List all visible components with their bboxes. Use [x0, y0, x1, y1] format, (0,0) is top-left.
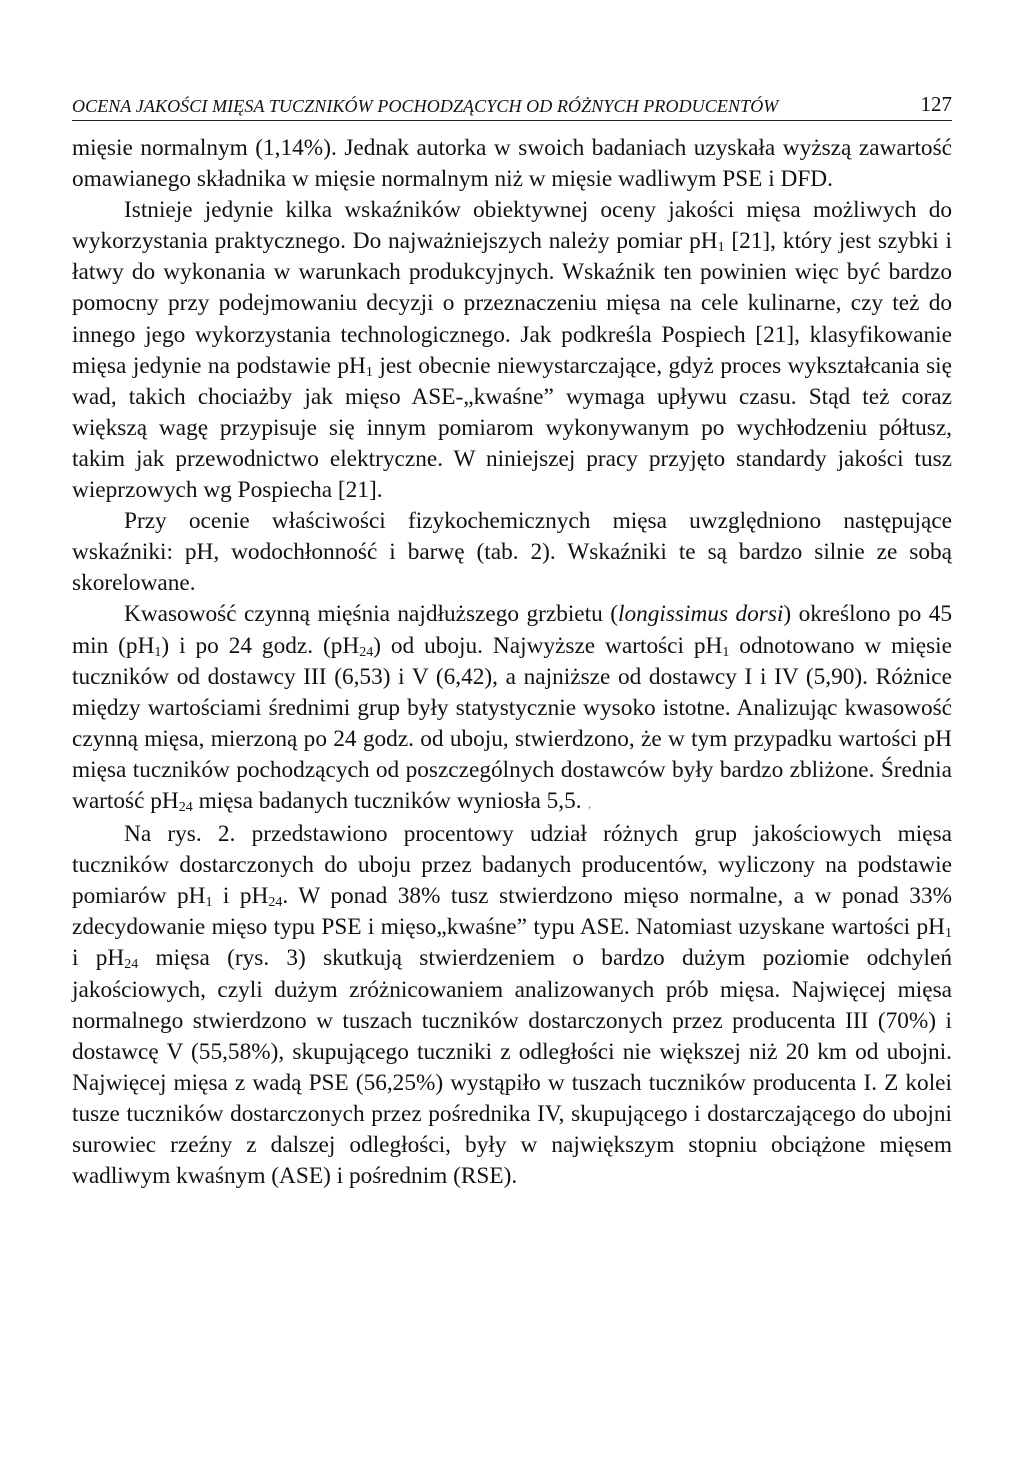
- ph-subscript: 24: [124, 957, 139, 973]
- latin-muscle-name: longissimus dorsi: [617, 601, 784, 628]
- ph-subscript: 1: [945, 926, 952, 942]
- paragraph-1-text: mięsie normalnym (1,14%). Jednak autorka w swoich badaniach uzyskała wyższą zawartość omawianego składnika w mięsie normalnym niż w mięsie wadliwym PSE i DFD.: [72, 135, 952, 193]
- ph-subscript: 24: [268, 895, 283, 911]
- paragraph-5-text-d: i pH: [72, 945, 125, 972]
- paragraph-3-text: Przy ocenie właściwości fizykochemicznych mięsa uwzględniono następujące wskaźniki: pH, wodochłonność i barwę (tab. 2). Wskaźniki te są bardzo silnie ze sobą skorelowane.: [72, 508, 952, 597]
- paragraph-4: [72, 599, 952, 819]
- ph-subscript: 1: [717, 240, 725, 256]
- stray-mark: ‚: [587, 795, 592, 811]
- paragraph-2-text-a: Istnieje jedynie kilka wskaźników obiektywnej oceny jakości mięsa możliwych do wykorzystania praktycznego. Do najważniejszych należy pomiar pH: [72, 197, 952, 255]
- paragraph-5: [72, 819, 952, 1192]
- ph-subscript: 1: [154, 644, 162, 660]
- ph-subscript: 1: [365, 364, 373, 380]
- paragraph-4-text-b: ) określono po 45 min (pH: [72, 601, 952, 659]
- paragraph-3: [72, 506, 952, 599]
- body-text: [72, 133, 952, 1192]
- running-header-title: OCENA JAKOŚCI MIĘSA TUCZNIKÓW POCHODZĄCYCH OD RÓŻNYCH PRODUCENTÓW: [72, 96, 779, 116]
- running-header: [72, 92, 952, 121]
- paragraph-5-text-b: i pH: [212, 883, 269, 910]
- paragraph-4-text-f: mięsa badanych tuczników wyniosła 5,5.: [192, 787, 582, 814]
- paragraph-4-text-a: Kwasowość czynną mięśnia najdłuższego grzbietu (: [124, 601, 618, 628]
- paragraph-2-text-b: [21], który jest szybki i łatwy do wykonania w warunkach produkcyjnych. Wskaźnik ten powinien więc być bardzo pomocny przy podejmowaniu decyzji o przeznaczeniu mięsa na cele kulinarne, czy też do innego jego wykorzystania technologicznego. Jak podkreśla Pospiech [21], klasyfikowanie mięsa jedynie na podstawie pH: [72, 228, 952, 379]
- paragraph-4-text-d: ) od uboju. Najwyższe wartości pH: [373, 632, 723, 659]
- paragraph-4-text-c: ) i po 24 godz. (pH: [161, 632, 360, 659]
- ph-subscript: 1: [722, 644, 730, 660]
- paragraph-2-text-c: jest obecnie niewystarczające, gdyż proces wykształcania się wad, takich chociażby jak mięso ASE-„kwaśne” wymaga upływu czasu. Stąd też coraz większą wagę przypisuje się innym pomiarom wykonywanym po wychłodzeniu półtusz, takim jak przewodnictwo elektryczne. W niniejszej pracy przyjęto standardy jakości tusz wieprzowych wg Pospiecha [21].: [72, 352, 952, 504]
- page-number: 127: [920, 92, 952, 116]
- paragraph-4-text-e: odnotowano w mięsie tuczników od dostawcy III (6,53) i V (6,42), a najniższe od dostawcy I i IV (5,90). Różnice między wartościami średnimi grup były statystycznie wysoko istotne. Analizując kwasowość czynną mięsa, mierzoną po 24 godz. od uboju, stwierdzono, że w tym przypadku wartości pH mięsa tuczników pochodzących od poszczególnych dostawców były bardzo zbliżone. Średnia wartość pH: [72, 632, 952, 814]
- paragraph-5-text-a: Na rys. 2. przedstawiono procentowy udział różnych grup jakościowych mięsa tuczników dostarczonych do uboju przez badanych producentów, wyliczony na podstawie pomiarów pH: [72, 821, 952, 910]
- paragraph-5-text-e: mięsa (rys. 3) skutkują stwierdzeniem o bardzo dużym poziomie odchyleń jakościowych, czyli dużym zróżnicowaniem analizowanych prób mięsa. Najwięcej mięsa normalnego stwierdzono w tuszach tuczników dostarczonych przez producenta III (70%) i dostawcę V (55,58%), skupującego tuczniki z odległości nie większej niż 20 km od ubojni. Najwięcej mięsa z wadą PSE (56,25%) wystąpiło w tuszach tuczników producenta I. Z kolei tusze tuczników dostarczonych przez pośrednika IV, skupującego i dostarczającego do ubojni surowiec rzeźny z dalszej odległości, były w największym stopniu obciążone mięsem wadliwym kwaśnym (ASE) i pośrednim (RSE).: [72, 945, 952, 1190]
- paragraph-5-text-c: . W ponad 38% tusz stwierdzono mięso normalne, a w ponad 33% zdecydowanie mięso typu PSE i mięso„kwaśne” typu ASE. Natomiast uzyskane wartości pH: [72, 883, 953, 941]
- paragraph-1: [72, 133, 952, 195]
- paragraph-2: [72, 195, 952, 506]
- ph-subscript: 1: [205, 895, 213, 911]
- ph-subscript: 24: [359, 644, 374, 660]
- ph-subscript: 24: [178, 799, 193, 815]
